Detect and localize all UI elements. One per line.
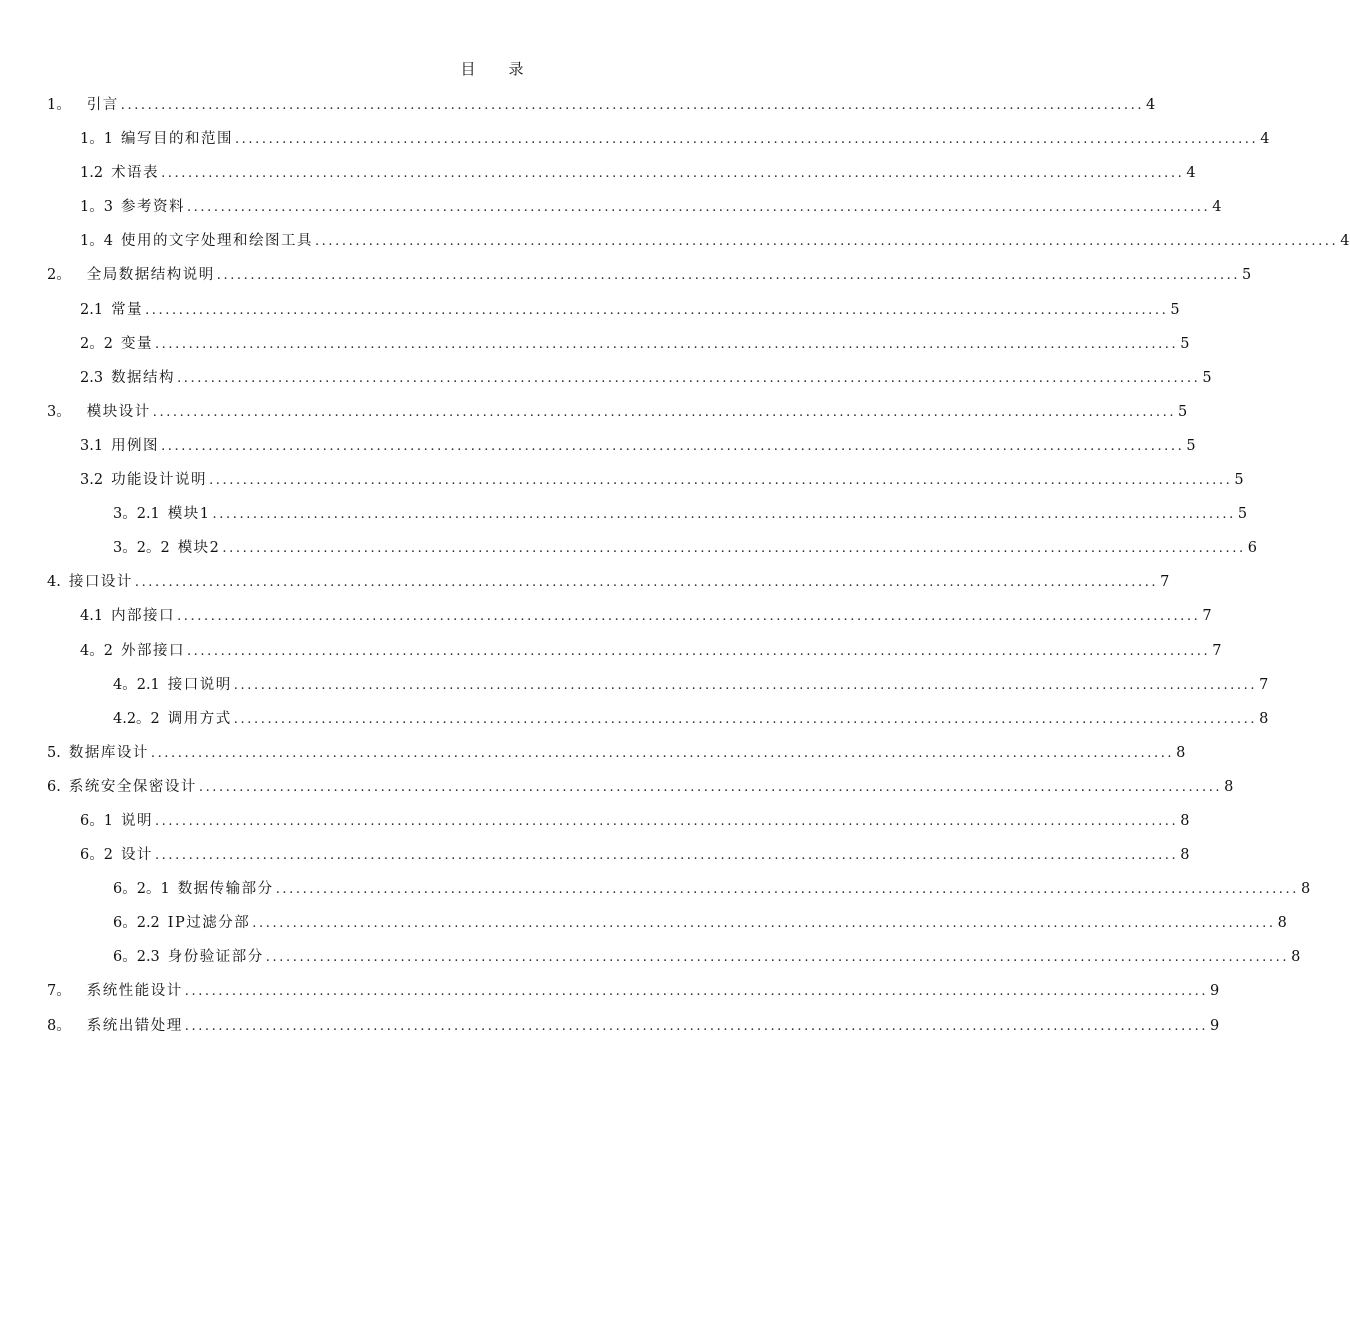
- toc-entry-label: 引言: [86, 97, 119, 113]
- toc-entry-label: 使用的文字处理和绘图工具: [120, 233, 313, 250]
- toc-entry-number: 4。2.1: [113, 676, 160, 693]
- toc-entry-label: 数据结构: [111, 369, 176, 386]
- toc-entry-label: 模块1: [167, 506, 211, 523]
- toc-entry-label: 功能设计说明: [111, 472, 208, 489]
- toc-entry-label: 调用方式: [167, 710, 232, 727]
- toc-entry[interactable]: [47, 770, 1234, 804]
- toc-entry-label: 数据传输部分: [177, 881, 274, 898]
- toc-entry-number: 8。: [47, 1017, 71, 1034]
- toc-entry[interactable]: [47, 224, 1350, 258]
- toc-entry[interactable]: [47, 258, 1252, 292]
- toc-entry-label: 模块设计: [86, 403, 151, 420]
- toc-entry-page-number: 7: [1212, 642, 1222, 659]
- toc-leader-dots: ........................................................................................................................................................: [198, 779, 1223, 795]
- toc-leader-dots: ........................................................................................................................................................: [265, 950, 1290, 966]
- toc-entry-number: 1。3: [80, 199, 113, 216]
- toc-entry[interactable]: [47, 395, 1188, 429]
- toc-entry-page-number: 5: [1178, 403, 1188, 420]
- toc-entry-number: 3.2: [80, 472, 104, 489]
- toc-entry[interactable]: [47, 804, 1190, 838]
- toc-entry-page-number: 8: [1224, 778, 1234, 795]
- toc-entry-label: 编写目的和范围: [120, 131, 233, 148]
- toc-entry[interactable]: [47, 497, 1248, 531]
- toc-entry-page-number: 5: [1237, 506, 1248, 523]
- table-of-contents: [47, 88, 1350, 1043]
- toc-entry-page-number: 5: [1180, 335, 1190, 352]
- toc-entry-number: 3。: [47, 403, 71, 420]
- toc-entry-page-number: 4: [1260, 131, 1270, 148]
- toc-leader-dots: ........................................................................................................................................................: [150, 745, 1175, 761]
- toc-entry[interactable]: [47, 736, 1186, 770]
- toc-entry-label: 参考资料: [120, 199, 185, 216]
- toc-entry-page-number: 5: [1170, 301, 1180, 318]
- toc-leader-dots: ........................................................................................................................................................: [212, 507, 1236, 523]
- toc-entry[interactable]: [47, 872, 1311, 906]
- toc-entry-page-number: 9: [1210, 1017, 1220, 1034]
- toc-entry-number: 1。: [47, 97, 71, 113]
- toc-entry-label: 说明: [120, 812, 153, 829]
- toc-entry-number: 4。2: [80, 642, 113, 659]
- toc-leader-dots: ........................................................................................................................................................: [184, 1018, 1209, 1034]
- toc-entry-number: 6。2: [80, 847, 113, 864]
- toc-entry-page-number: 8: [1291, 949, 1301, 966]
- toc-entry-label: 接口设计: [68, 574, 133, 591]
- toc-leader-dots: ........................................................................................................................................................: [161, 166, 1185, 182]
- toc-entry-page-number: 4: [1340, 233, 1350, 250]
- toc-entry-page-number: 8: [1180, 847, 1190, 864]
- toc-entry[interactable]: [47, 429, 1196, 463]
- toc-entry-number: 4.1: [80, 608, 104, 625]
- toc-leader-dots: ........................................................................................................................................................: [161, 438, 1185, 454]
- toc-entry-page-number: 5: [1242, 267, 1252, 284]
- toc-entry[interactable]: [47, 702, 1269, 736]
- toc-entry[interactable]: [47, 668, 1269, 702]
- toc-entry[interactable]: [47, 599, 1212, 633]
- toc-leader-dots: ........................................................................................................................................................: [177, 370, 1201, 386]
- toc-entry-label: 变量: [120, 335, 153, 352]
- toc-entry-page-number: 4: [1186, 165, 1196, 182]
- toc-entry[interactable]: [47, 940, 1301, 974]
- toc-entry[interactable]: [47, 190, 1222, 224]
- toc-entry-page-number: 8: [1176, 744, 1186, 761]
- toc-entry-number: 2.3: [80, 369, 104, 386]
- toc-entry[interactable]: [47, 361, 1212, 395]
- toc-entry-label: IP过滤分部: [167, 915, 251, 932]
- toc-entry-page-number: 5: [1202, 369, 1212, 386]
- page-title: 目 录: [460, 60, 525, 78]
- toc-entry[interactable]: [47, 531, 1257, 565]
- toc-leader-dots: ........................................................................................................................................................: [314, 234, 1339, 250]
- toc-entry-label: 数据库设计: [68, 744, 149, 761]
- toc-entry-page-number: 8: [1180, 812, 1190, 829]
- toc-entry[interactable]: [47, 156, 1196, 190]
- toc-entry-number: 6。2.2: [113, 915, 160, 932]
- toc-entry-number: 3。2。2: [113, 540, 170, 557]
- toc-entry-number: 4.2。2: [113, 710, 160, 727]
- toc-leader-dots: ........................................................................................................................................................: [234, 132, 1259, 148]
- toc-entry-page-number: 8: [1301, 881, 1311, 898]
- toc-entry-number: 1。4: [80, 233, 113, 250]
- toc-entry-page-number: 6: [1247, 540, 1257, 557]
- toc-entry-number: 6。1: [80, 812, 113, 829]
- toc-entry-label: 术语表: [111, 165, 160, 182]
- toc-leader-dots: ........................................................................................................................................................: [233, 711, 1258, 727]
- toc-entry-page-number: 5: [1234, 472, 1244, 489]
- toc-entry-number: 3.1: [80, 437, 104, 454]
- toc-entry-page-number: 7: [1259, 676, 1269, 693]
- toc-entry-number: 6。2.3: [113, 949, 160, 966]
- toc-entry-number: 2。: [47, 267, 71, 284]
- toc-leader-dots: ........................................................................................................................................................: [222, 541, 1246, 557]
- toc-entry-label: 身份验证部分: [167, 949, 264, 966]
- toc-entry-label: 用例图: [111, 437, 160, 454]
- toc-entry[interactable]: [47, 838, 1190, 872]
- toc-entry-number: 2.1: [80, 301, 104, 318]
- toc-entry-number: 7。: [47, 983, 71, 1000]
- toc-entry-number: 6。2。1: [113, 881, 170, 898]
- toc-entry-label: 常量: [111, 301, 144, 318]
- toc-entry-number: 6.: [47, 778, 61, 795]
- toc-leader-dots: ........................................................................................................................................................: [184, 984, 1209, 1000]
- toc-entry-page-number: 4: [1146, 97, 1156, 113]
- toc-entry-label: 接口说明: [167, 676, 232, 693]
- toc-entry-number: 1。1: [80, 131, 113, 148]
- toc-entry[interactable]: [47, 463, 1244, 497]
- toc-leader-dots: ........................................................................................................................................................: [252, 916, 1276, 932]
- toc-entry[interactable]: [47, 122, 1270, 156]
- toc-entry-label: 系统安全保密设计: [68, 778, 197, 795]
- toc-leader-dots: ........................................................................................................................................................: [154, 336, 1179, 352]
- toc-leader-dots: ........................................................................................................................................................: [134, 575, 1159, 591]
- toc-entry-page-number: 7: [1202, 608, 1212, 625]
- toc-entry[interactable]: [47, 88, 1156, 122]
- toc-leader-dots: ........................................................................................................................................................: [186, 643, 1211, 659]
- toc-entry-label: 内部接口: [111, 608, 176, 625]
- toc-entry-label: 系统性能设计: [86, 983, 183, 1000]
- toc-leader-dots: ........................................................................................................................................................: [275, 882, 1299, 898]
- toc-entry-page-number: 4: [1212, 199, 1222, 216]
- toc-entry[interactable]: [47, 565, 1170, 599]
- toc-leader-dots: ........................................................................................................................................................: [154, 848, 1179, 864]
- toc-entry-label: 全局数据结构说明: [86, 267, 215, 284]
- toc-entry[interactable]: [47, 293, 1180, 327]
- toc-entry-label: 设计: [120, 847, 153, 864]
- toc-entry-number: 2。2: [80, 335, 113, 352]
- toc-entry[interactable]: [47, 906, 1287, 940]
- toc-entry-label: 系统出错处理: [86, 1017, 183, 1034]
- toc-entry-label: 模块2: [177, 540, 221, 557]
- toc-entry-label: 外部接口: [120, 642, 185, 659]
- toc-leader-dots: ........................................................................................................................................................: [233, 677, 1258, 693]
- toc-leader-dots: ........................................................................................................................................................: [152, 404, 1177, 420]
- toc-entry[interactable]: [47, 327, 1190, 361]
- toc-entry[interactable]: [47, 634, 1222, 668]
- toc-entry[interactable]: [47, 1009, 1220, 1043]
- toc-entry-page-number: 8: [1259, 710, 1269, 727]
- toc-entry[interactable]: [47, 974, 1220, 1008]
- toc-entry-page-number: 5: [1186, 437, 1196, 454]
- toc-leader-dots: ........................................................................................................................................................: [120, 98, 1145, 113]
- toc-entry-page-number: 9: [1210, 983, 1220, 1000]
- toc-leader-dots: ........................................................................................................................................................: [177, 609, 1201, 625]
- toc-entry-number: 3。2.1: [113, 506, 160, 523]
- toc-entry-page-number: 8: [1277, 915, 1287, 932]
- toc-leader-dots: ........................................................................................................................................................: [154, 813, 1179, 829]
- toc-entry-number: 5.: [47, 744, 61, 761]
- toc-entry-page-number: 7: [1160, 574, 1170, 591]
- toc-entry-number: 1.2: [80, 165, 104, 182]
- toc-leader-dots: ........................................................................................................................................................: [145, 302, 1169, 318]
- toc-leader-dots: ........................................................................................................................................................: [209, 473, 1233, 489]
- toc-entry-number: 4.: [47, 574, 61, 591]
- toc-leader-dots: ........................................................................................................................................................: [186, 200, 1211, 216]
- toc-leader-dots: ........................................................................................................................................................: [216, 268, 1241, 284]
